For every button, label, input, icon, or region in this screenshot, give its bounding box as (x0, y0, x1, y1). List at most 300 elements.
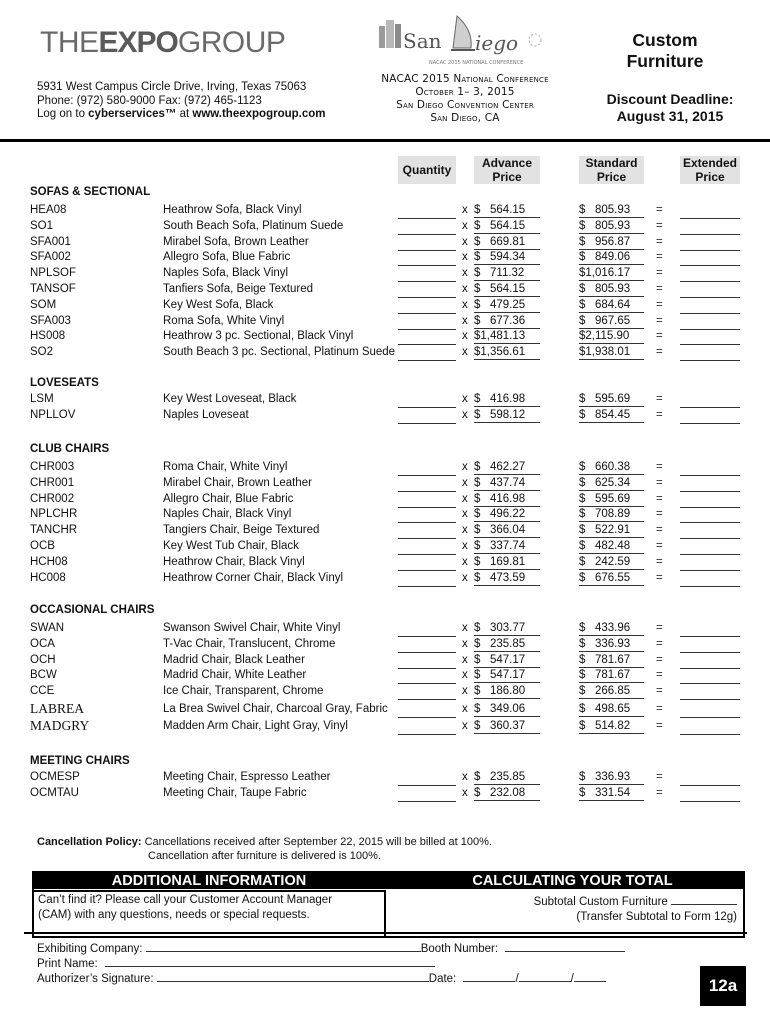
standard-price (579, 408, 644, 423)
currency-symbol: $ (474, 235, 481, 248)
extended-price-input[interactable] (680, 573, 740, 587)
extended-price-input[interactable] (680, 509, 740, 523)
advance-price (474, 770, 540, 785)
extended-header-line1: Extended (682, 156, 737, 170)
multiply-sign: x (462, 476, 468, 489)
advance-price-value: 711.32 (490, 267, 525, 280)
print-name-row (37, 956, 435, 971)
multiply-sign: x (462, 771, 468, 783)
quantity-input[interactable] (398, 462, 456, 476)
quantity-input[interactable] (398, 557, 456, 571)
quantity-input[interactable] (398, 541, 456, 555)
extended-price-input[interactable] (680, 205, 740, 219)
currency-symbol: $ (579, 393, 586, 405)
advance-price (474, 203, 540, 218)
additional-info-line1: Can’t find it? Please call your Customer Account Manager (38, 894, 333, 906)
column-header-standard-price (579, 156, 644, 184)
currency-symbol: $ (474, 314, 481, 327)
currency-symbol: $ (579, 719, 586, 732)
advance-price (474, 460, 540, 475)
item-row (0, 329, 770, 345)
extended-price-input[interactable] (680, 721, 740, 735)
extended-price-input[interactable] (680, 670, 740, 684)
item-row (0, 460, 770, 476)
additional-info-line2: (CAM) with any questions, needs or special requests. (38, 909, 310, 921)
standard-price-value: 660.38 (595, 461, 631, 473)
item-code: NPLLOV (30, 408, 76, 421)
currency-symbol: $ (579, 219, 586, 232)
currency-symbol: $ (474, 555, 481, 568)
currency-symbol: $ (579, 476, 586, 489)
discount-deadline (590, 91, 750, 125)
booth-number-field[interactable] (505, 941, 625, 952)
advance-price-value: 416.98 (490, 492, 526, 505)
subtotal-label: Subtotal Custom Furniture (533, 896, 668, 908)
advance-price (474, 523, 540, 538)
extended-price-input[interactable] (680, 331, 740, 345)
equals-sign: = (656, 251, 663, 264)
extended-price-input[interactable] (680, 252, 740, 266)
currency-symbol: $ (579, 408, 586, 421)
quantity-input[interactable] (398, 573, 456, 587)
advance-price-value: 232.08 (490, 786, 526, 799)
advance-price (474, 555, 540, 570)
equals-sign: = (656, 524, 663, 537)
extended-price-input[interactable] (680, 525, 740, 539)
additional-info-heading: ADDITIONAL INFORMATION (111, 873, 307, 889)
standard-price (579, 492, 644, 507)
website-mid: at (176, 108, 193, 120)
item-code: LSM (30, 393, 54, 405)
logo-text-expo: EXPO (98, 26, 178, 59)
advance-price-value: 594.34 (490, 251, 526, 264)
logo-text-the: THE (40, 26, 99, 59)
standard-price-value: 595.69 (595, 492, 631, 505)
exhibiting-company-field[interactable] (146, 941, 421, 952)
advance-price (474, 408, 540, 423)
extended-price-input[interactable] (680, 394, 740, 408)
quantity-input[interactable] (398, 670, 456, 684)
quantity-input[interactable] (398, 494, 456, 508)
company-address (37, 81, 325, 122)
extended-price-input[interactable] (680, 704, 740, 718)
multiply-sign: x (462, 653, 468, 666)
currency-symbol: $ (474, 461, 481, 473)
currency-symbol: $ (579, 283, 586, 295)
advance-price-value: 564.15 (490, 219, 526, 232)
item-row (0, 684, 770, 700)
currency-symbol: $ (579, 771, 586, 783)
extended-price-input[interactable] (680, 772, 740, 786)
standard-price (579, 621, 644, 636)
item-description: Key West Sofa, Black (163, 298, 274, 311)
multiply-sign: x (462, 330, 468, 343)
advance-price (474, 702, 540, 717)
standard-price-value: 482.48 (595, 540, 631, 552)
currency-symbol: $ (474, 771, 481, 783)
company-booth-row (37, 941, 625, 956)
multiply-sign: x (462, 251, 468, 264)
website-prefix: Log on to (37, 108, 89, 120)
item-description: Key West Tub Chair, Black (163, 540, 299, 552)
item-row (0, 392, 770, 408)
equals-sign: = (656, 393, 663, 405)
additional-info-text (38, 893, 383, 923)
multiply-sign: x (462, 702, 468, 715)
currency-symbol: $ (474, 702, 481, 715)
extended-price-input[interactable] (680, 237, 740, 251)
item-description: Meeting Chair, Espresso Leather (163, 771, 331, 783)
equals-sign: = (656, 298, 663, 311)
standard-price-value: 266.85 (595, 685, 631, 698)
equals-sign: = (656, 622, 663, 634)
equals-sign: = (656, 571, 663, 584)
advance-price (474, 539, 540, 554)
standard-price-value: 805.93 (595, 204, 631, 216)
currency-symbol: $ (474, 283, 481, 295)
advance-price-value: 349.06 (490, 702, 526, 715)
extended-price-input[interactable] (680, 462, 740, 476)
item-row (0, 668, 770, 684)
section-title: LOVESEATS (30, 377, 99, 389)
extended-price-input[interactable] (680, 284, 740, 298)
subtotal-field[interactable] (671, 894, 737, 905)
quantity-input[interactable] (398, 347, 456, 361)
advance-price (474, 668, 540, 683)
multiply-sign: x (462, 204, 468, 216)
quantity-input[interactable] (398, 686, 456, 700)
extended-price-input[interactable] (680, 347, 740, 361)
standard-price (579, 345, 644, 360)
advance-price (474, 219, 540, 234)
item-code: TANCHR (30, 524, 78, 537)
item-code: TANSOF (30, 283, 76, 295)
exhibiting-company-label: Exhibiting Company: (37, 943, 143, 955)
multiply-sign: x (462, 461, 468, 473)
item-row (0, 282, 770, 298)
standard-price (579, 770, 644, 785)
form-number: 12a (708, 976, 738, 995)
extended-price-input[interactable] (680, 494, 740, 508)
extended-price-input[interactable] (680, 541, 740, 555)
equals-sign: = (656, 346, 663, 359)
standard-price (579, 235, 644, 250)
item-code: OCB (30, 540, 55, 552)
item-description: Roma Chair, White Vinyl (163, 461, 288, 473)
print-name-label: Print Name: (37, 958, 98, 970)
quantity-input[interactable] (398, 237, 456, 251)
cancellation-line2: Cancellation after furniture is delivered is 100%. (148, 849, 381, 862)
equals-sign: = (656, 283, 663, 295)
equals-sign: = (656, 637, 663, 650)
standard-header-line1: Standard (585, 156, 638, 170)
quantity-input[interactable] (398, 772, 456, 786)
standard-price-value: 956.87 (595, 235, 631, 248)
item-description: Ice Chair, Transparent, Chrome (163, 685, 324, 698)
standard-price-value: 676.55 (595, 571, 631, 584)
item-row (0, 770, 770, 786)
item-row (0, 266, 770, 282)
currency-symbol: $ (579, 267, 586, 280)
currency-symbol: $ (474, 685, 481, 698)
currency-symbol: $ (474, 492, 481, 505)
item-description: Roma Sofa, White Vinyl (163, 314, 285, 327)
column-header-quantity (398, 156, 456, 184)
currency-symbol: $ (579, 251, 586, 264)
quantity-input[interactable] (398, 788, 456, 802)
deadline-label: Discount Deadline: (606, 91, 734, 107)
quantity-input[interactable] (398, 639, 456, 653)
advance-price-value: 473.59 (490, 571, 526, 584)
extended-price-input[interactable] (680, 686, 740, 700)
item-description: Heathrow 3 pc. Sectional, Black Vinyl (163, 330, 354, 343)
standard-price-value: 781.67 (595, 653, 631, 666)
standard-price (579, 250, 644, 265)
advance-price-value: 564.15 (490, 283, 526, 295)
multiply-sign: x (462, 346, 468, 359)
conference-city: San Diego, CA (430, 112, 500, 124)
standard-price-value: 336.93 (595, 637, 631, 650)
date-month-field[interactable] (463, 971, 515, 982)
item-code: OCH (30, 653, 56, 666)
extended-header-line2: Price (695, 170, 725, 184)
standard-price (579, 203, 644, 218)
currency-symbol: $ (474, 524, 481, 537)
equals-sign: = (656, 314, 663, 327)
standard-price-value: 2,115.90 (585, 330, 630, 343)
quantity-input[interactable] (398, 525, 456, 539)
equals-sign: = (656, 653, 663, 666)
extended-price-input[interactable] (680, 478, 740, 492)
standard-price-value: 625.34 (595, 476, 631, 489)
item-row (0, 203, 770, 219)
section-title: OCCASIONAL CHAIRS (30, 604, 155, 616)
extended-price-input[interactable] (680, 557, 740, 571)
quantity-input[interactable] (398, 394, 456, 408)
item-row (0, 507, 770, 523)
currency-symbol: $ (579, 637, 586, 650)
item-description: Allegro Chair, Blue Fabric (163, 492, 294, 505)
quantity-input[interactable] (398, 721, 456, 735)
multiply-sign: x (462, 637, 468, 650)
currency-symbol: $ (474, 408, 481, 421)
currency-symbol: $ (474, 330, 481, 343)
advance-price (474, 621, 540, 636)
advance-price-value: 564.15 (490, 204, 526, 216)
quantity-input[interactable] (398, 316, 456, 330)
item-row (0, 523, 770, 539)
equals-sign: = (656, 330, 663, 343)
quantity-input[interactable] (398, 300, 456, 314)
multiply-sign: x (462, 555, 468, 568)
standard-price-value: 242.59 (595, 555, 631, 568)
item-code: OCA (30, 637, 55, 650)
currency-symbol: $ (474, 508, 481, 521)
item-code: NPLCHR (30, 508, 78, 521)
currency-symbol: $ (474, 653, 481, 666)
currency-symbol: $ (579, 330, 586, 343)
advance-price (474, 637, 540, 652)
extended-price-input[interactable] (680, 639, 740, 653)
advance-price-value: 366.04 (490, 524, 526, 537)
date-separator: / (515, 973, 519, 985)
item-code: MADGRY (30, 717, 90, 733)
item-description: Madrid Chair, White Leather (163, 669, 307, 682)
equals-sign: = (656, 219, 663, 232)
item-description: La Brea Swivel Chair, Charcoal Gray, Fabric (163, 702, 388, 715)
item-code: HS008 (30, 330, 66, 343)
authorizer-signature-field[interactable] (157, 971, 429, 982)
quantity-input[interactable] (398, 221, 456, 235)
quantity-input[interactable] (398, 205, 456, 219)
standard-price-value: 514.82 (595, 719, 631, 732)
item-code: LABREA (30, 700, 84, 716)
item-row (0, 235, 770, 251)
equals-sign: = (656, 669, 663, 682)
item-code: NPLSOF (30, 267, 77, 280)
standard-price-value: 708.89 (595, 508, 631, 521)
multiply-sign: x (462, 219, 468, 232)
date-year-field[interactable] (574, 971, 606, 982)
currency-symbol: $ (474, 669, 481, 682)
standard-price (579, 719, 644, 734)
form-title (600, 30, 730, 72)
quantity-input[interactable] (398, 655, 456, 669)
item-description: South Beach Sofa, Platinum Suede (163, 219, 344, 232)
advance-price (474, 345, 540, 360)
print-name-field[interactable] (105, 956, 435, 967)
extended-price-input[interactable] (680, 221, 740, 235)
advance-price (474, 392, 540, 407)
multiply-sign: x (462, 408, 468, 421)
item-row (0, 555, 770, 571)
extended-price-input[interactable] (680, 300, 740, 314)
multiply-sign: x (462, 719, 468, 732)
standard-price-value: 522.91 (595, 524, 631, 537)
extended-price-input[interactable] (680, 316, 740, 330)
cancellation-label: Cancellation Policy: (37, 836, 142, 848)
section-title: MEETING CHAIRS (30, 755, 130, 767)
standard-price-value: 336.93 (595, 771, 631, 783)
quantity-input[interactable] (398, 623, 456, 637)
currency-symbol: $ (579, 786, 586, 799)
standard-price-value: 331.54 (595, 786, 631, 799)
standard-price (579, 298, 644, 313)
advance-price (474, 476, 540, 491)
item-description: Madden Arm Chair, Light Gray, Vinyl (163, 719, 348, 732)
extended-price-input[interactable] (680, 268, 740, 282)
multiply-sign: x (462, 298, 468, 311)
address-line: 5931 West Campus Circle Drive, Irving, Texas 75063 (37, 81, 307, 93)
multiply-sign: x (462, 685, 468, 698)
equals-sign: = (656, 771, 663, 783)
currency-symbol: $ (579, 298, 586, 311)
item-code: SO2 (30, 346, 54, 359)
advance-price-value: 360.37 (490, 719, 526, 732)
form-title-line1: Custom (632, 30, 698, 50)
item-row (0, 345, 770, 361)
standard-price-value: 595.69 (595, 393, 631, 405)
quantity-input[interactable] (398, 704, 456, 718)
quantity-input[interactable] (398, 331, 456, 345)
multiply-sign: x (462, 786, 468, 799)
item-description: Mirabel Chair, Brown Leather (163, 476, 312, 489)
advance-price (474, 571, 540, 586)
advance-price-value: 337.74 (490, 540, 526, 552)
item-code: HC008 (30, 571, 66, 584)
currency-symbol: $ (474, 540, 481, 552)
item-code: SWAN (30, 622, 65, 634)
quantity-input[interactable] (398, 478, 456, 492)
item-description: Madrid Chair, Black Leather (163, 653, 305, 666)
advance-price-value: 437.74 (490, 476, 526, 489)
standard-price-value: 967.65 (595, 314, 631, 327)
quantity-input[interactable] (398, 284, 456, 298)
multiply-sign: x (462, 283, 468, 295)
equals-sign: = (656, 786, 663, 799)
svg-text:iego: iego (475, 31, 519, 55)
item-row (0, 621, 770, 637)
extended-price-input[interactable] (680, 623, 740, 637)
standard-price (579, 539, 644, 554)
item-row (0, 476, 770, 492)
advance-price-value: 235.85 (490, 637, 526, 650)
extended-price-input[interactable] (680, 410, 740, 424)
extended-price-input[interactable] (680, 655, 740, 669)
multiply-sign: x (462, 669, 468, 682)
deadline-date: August 31, 2015 (616, 108, 724, 124)
item-description: Swanson Swivel Chair, White Vinyl (163, 622, 341, 634)
standard-price-value: 849.06 (595, 251, 631, 264)
item-code: HEA08 (30, 204, 67, 216)
standard-price-value: 433.96 (595, 622, 631, 634)
signature-divider (24, 932, 747, 934)
signature-date-row (37, 971, 606, 986)
quantity-input[interactable] (398, 509, 456, 523)
website-link[interactable]: www.theexpogroup.com (192, 108, 326, 120)
standard-header-line2: Price (596, 170, 627, 184)
quantity-input[interactable] (398, 268, 456, 282)
quantity-input[interactable] (398, 252, 456, 266)
phone-fax-line: Phone: (972) 580-9000 Fax: (972) 465-1123 (37, 94, 262, 107)
advance-price-value: 479.25 (490, 298, 526, 311)
standard-price-value: 684.64 (595, 298, 631, 311)
quantity-input[interactable] (398, 410, 456, 424)
calculating-total-heading: CALCULATING YOUR TOTAL (472, 873, 673, 889)
currency-symbol: $ (474, 637, 481, 650)
equals-sign: = (656, 204, 663, 216)
multiply-sign: x (462, 571, 468, 584)
date-day-field[interactable] (519, 971, 571, 982)
multiply-sign: x (462, 622, 468, 634)
currency-symbol: $ (579, 346, 586, 359)
currency-symbol: $ (474, 719, 481, 732)
advance-price-value: 1,356.61 (480, 346, 526, 359)
item-code: OCMTAU (30, 786, 79, 799)
advance-price (474, 266, 540, 281)
advance-price-value: 598.12 (490, 408, 526, 421)
section-title: CLUB CHAIRS (30, 443, 110, 455)
standard-price (579, 653, 644, 668)
equals-sign: = (656, 267, 663, 280)
item-description: T-Vac Chair, Translucent, Chrome (163, 637, 336, 650)
advance-price-value: 547.17 (490, 653, 526, 666)
extended-price-input[interactable] (680, 788, 740, 802)
currency-symbol: $ (474, 476, 481, 489)
multiply-sign: x (462, 235, 468, 248)
booth-number-label: Booth Number: (420, 943, 499, 955)
transfer-note: (Transfer Subtotal to Form 12g) (576, 910, 737, 923)
